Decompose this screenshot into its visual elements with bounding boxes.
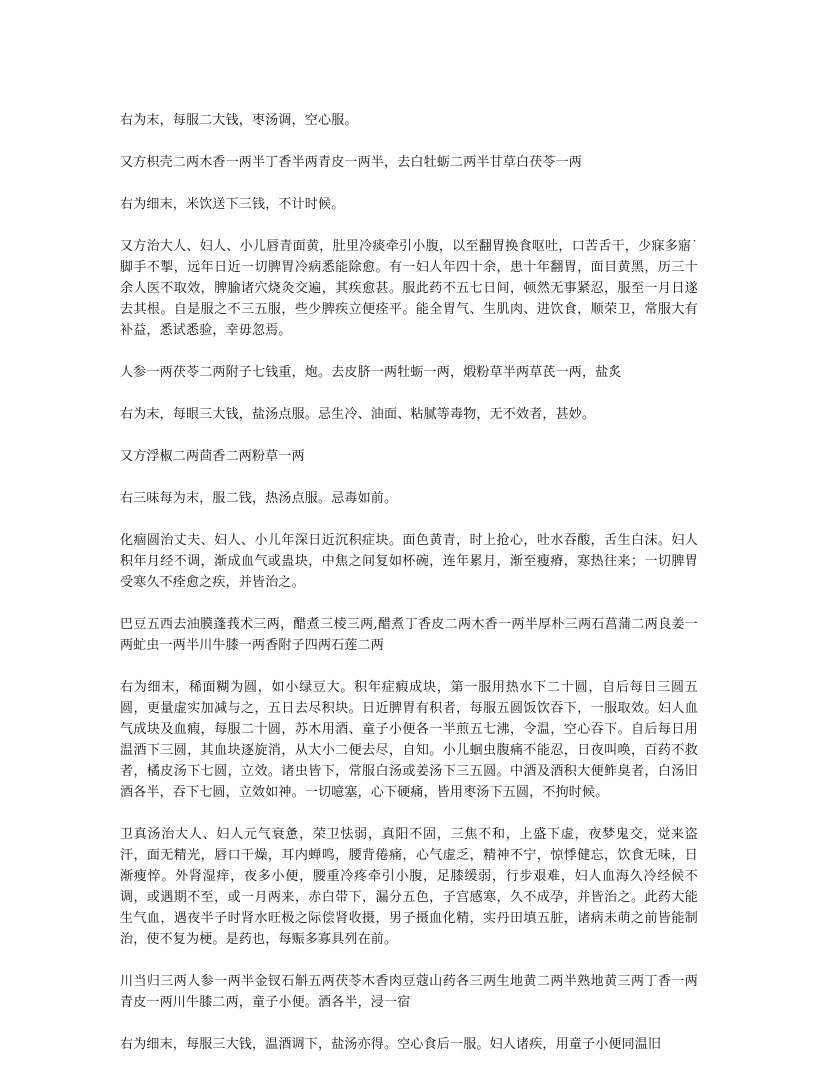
paragraph-1: 右为末，每服二大钱，枣汤调，空心服。 bbox=[120, 113, 358, 128]
paragraph-8: 右三味每为末，服二钱，热汤点服。忌毒如前。 bbox=[120, 491, 398, 506]
document-page bbox=[120, 110, 698, 1076]
paragraph-4: 又方治大人、妇人、小儿唇青面黄，肚里冷痰牵引小腹，以至翻胃换食呕吐，口苦舌干，少寐多寤˙脚手不掣，远年日近一切脾胃冷病悉能除愈。有一妇人年四十余，患十年翻胃，面目黄黑，历三十余人医不取效，脾腧诸穴烧灸交遍，其疾愈甚。服此药不五七日间，顿然无事紧忍，服至一月日遂去其根。自是服之不三五服，些少脾疾立便痊平。能全胃气、生肌肉、进饮食，顺荣卫，常服大有补益，悉试悉验，幸毋忽焉。 bbox=[120, 239, 698, 338]
paragraph-10: 巴豆五西去油膜蓬莪术三两，醋煮三棱三两,醋煮丁香皮二两木香一两半厚朴三两石菖蒲二两良姜一两虻虫一两半川牛膝一两香附子四两石莲二两 bbox=[120, 617, 698, 653]
paragraph-12: 卫真汤治大人、妇人元气衰惫，荣卫怯弱，真阳不固，三焦不和，上盛下虚，夜梦鬼交，觉来盗汗，面无精光，唇口干燥，耳内蝉鸣，腰背倦痛，心气虚乏，精神不宁，惊悸健忘，饮食无味，日渐瘦悴。外肾湿痒，夜多小便，腰重冷疼牵引小腹，足膝缓弱，行步艰难，妇人血海久冷经候不调，或遇期不至，或一月两来，赤白带下，漏分五色，子宫感寒，久不成孕，并皆治之。此药大能生气血，遇夜半子时肾水旺极之际偿肾收摄，男子摄血化精，实丹田填五脏，诸病未萌之前皆能制治，使不复为梗。是药也，每赈多寡具列在前。 bbox=[120, 827, 698, 947]
paragraph-6: 右为末，每眼三大钱，盐汤点服。忌生冷、油面、粘腻等毒物，无不效者，甚妙。 bbox=[120, 407, 596, 422]
paragraph-7: 又方浮椒二两茴香二两粉草一两 bbox=[120, 449, 305, 464]
paragraph-5: 人参一两茯苓二两附子七钱重，炮。去皮脐一两牡蛎一两，煅粉草半两草芪一两，盐炙 bbox=[120, 365, 622, 380]
paragraph-2: 又方枳壳二两木香一两半丁香半两青皮一两半，去白牡蛎二两半甘草白茯苓一两 bbox=[120, 155, 583, 170]
paragraph-13: 川当归三两人参一两半金钗石斛五两茯苓木香肉豆蔻山药各三两生地黄二两半熟地黄三两丁香一两青皮一两川牛膝二两，童子小便。酒各半，浸一宿 bbox=[120, 974, 698, 1010]
paragraph-14: 右为细末，每服三大钱，温酒调下，盐汤亦得。空心食后一服。妇人诸疾，用童子小便同温旧 bbox=[120, 1037, 662, 1052]
paragraph-3: 右为细末，米饮送下三钱，不计时候。 bbox=[120, 197, 345, 212]
paragraph-9: 化痼圆治丈夫、妇人、小儿年深日近沉积症块。面色黄青，时上抢心，吐水吞酸，舌生白沫。妇人积年月经不调，渐成血气或蛊块，中焦之间复如杯碗，连年累月，渐至瘦瘠，寒热往来；一切脾胃受寒久不痊愈之疾，并皆治之。 bbox=[120, 533, 698, 590]
paragraph-11: 右为细末，稀面糊为圆，如小绿豆大。积年症瘕成块，第一服用热水下二十圆，自后每日三圆五圆，更量虚实加减与之，五日去尽积块。日近脾胃有积者，每服五圆饭饮吞下，一服取效。妇人血气成块及血瘕，每服二十圆，苏木用酒、童子小便各一半煎五七沸，令温，空心吞下。自后每日用温酒下三圆，其血块逐旋消，从大小二便去尽，自知。小儿蛔虫腹痛不能忍，日夜叫唤，百药不救者，橘皮汤下七圆，立效。诸虫皆下，常服白汤或姜汤下三五圆。中酒及酒积大便鲊臭者，白汤旧酒各半，吞下七圆，立效如神。一切噫塞，心下硬痛，皆用枣汤下五圆，不拘时候。 bbox=[120, 680, 698, 800]
